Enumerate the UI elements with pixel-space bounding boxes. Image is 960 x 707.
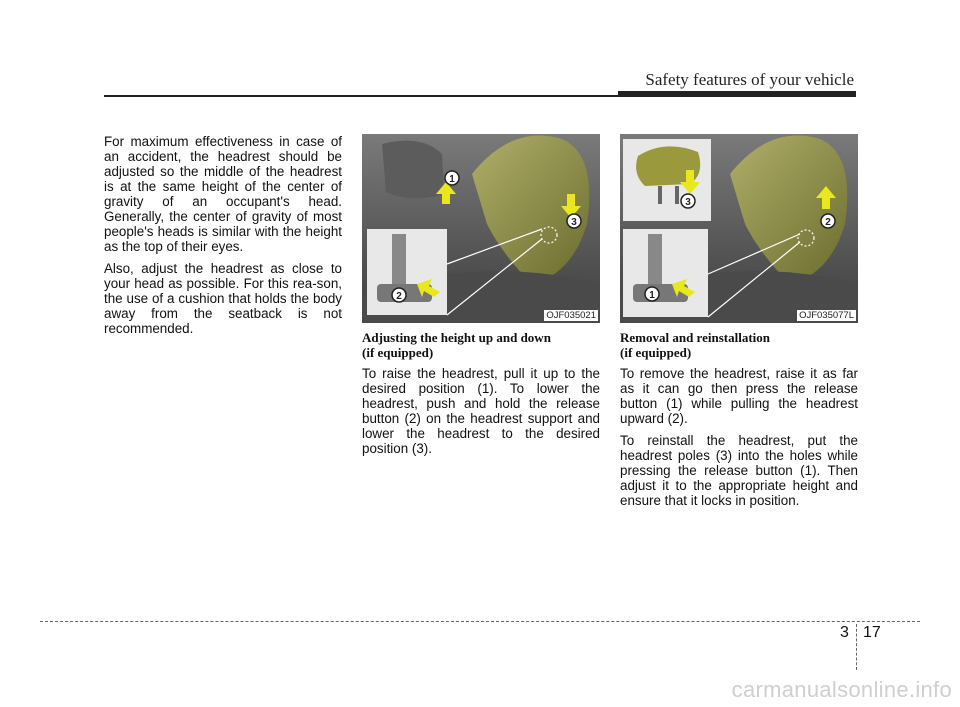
figure-code: OJF035077L — [799, 310, 854, 321]
caption-line: Adjusting the height up and down — [362, 330, 551, 345]
illustration-headrest-removal — [620, 134, 858, 323]
caption-line: (if equipped) — [362, 345, 434, 360]
caption-line: Removal and reinstallation — [620, 330, 770, 345]
svg-text:3: 3 — [571, 217, 577, 228]
page-number-divider — [856, 624, 857, 670]
svg-text:3: 3 — [685, 197, 691, 208]
column-intro — [104, 134, 342, 343]
height-paragraph-1: To raise the headrest, pull it up to the desired position (1). To lower the headrest, push and hold the release button (2) on the headrest support and lower the headrest to the desired position (3). — [362, 366, 600, 456]
column-removal — [620, 134, 858, 515]
chapter-number: 3 — [840, 624, 849, 641]
illustration-headrest-height — [362, 134, 600, 323]
header-rule — [104, 95, 856, 97]
svg-text:2: 2 — [396, 291, 402, 302]
caption-line: (if equipped) — [620, 345, 692, 360]
footer-rule — [40, 621, 920, 622]
section-caption-removal — [620, 330, 858, 360]
svg-text:1: 1 — [449, 174, 455, 185]
figure-height-adjust — [362, 134, 600, 323]
figure-removal — [620, 134, 858, 323]
column-height-adjust — [362, 134, 600, 463]
intro-paragraph-2: Also, adjust the headrest as close to your head as possible. For this rea-son, the use of a cushion that holds the body away from the seatback is not recommended. — [104, 261, 342, 336]
svg-text:1: 1 — [649, 290, 655, 301]
removal-paragraph-1: To remove the headrest, raise it as far as it can go then press the release button (1) while pulling the headrest upward (2). — [620, 366, 858, 426]
section-caption-height — [362, 330, 600, 360]
intro-paragraph-1: For maximum effectiveness in case of an accident, the headrest should be adjusted so the middle of the headrest is at the same height of the center of gravity of an occupant's head. Generally, the center of gravity of most people's heads is similar with the height as the top of their eyes. — [104, 134, 342, 254]
svg-text:2: 2 — [825, 217, 831, 228]
watermark: carmanualsonline.info — [731, 677, 952, 702]
section-header-title: Safety features of your vehicle — [645, 70, 854, 89]
removal-paragraph-2: To reinstall the headrest, put the headrest poles (3) into the holes while pressing the release button (1). Then adjust it to the appropriate height and ensure that it locks in position. — [620, 433, 858, 508]
page-number: 17 — [863, 624, 881, 641]
figure-code: OJF035021 — [546, 310, 596, 321]
